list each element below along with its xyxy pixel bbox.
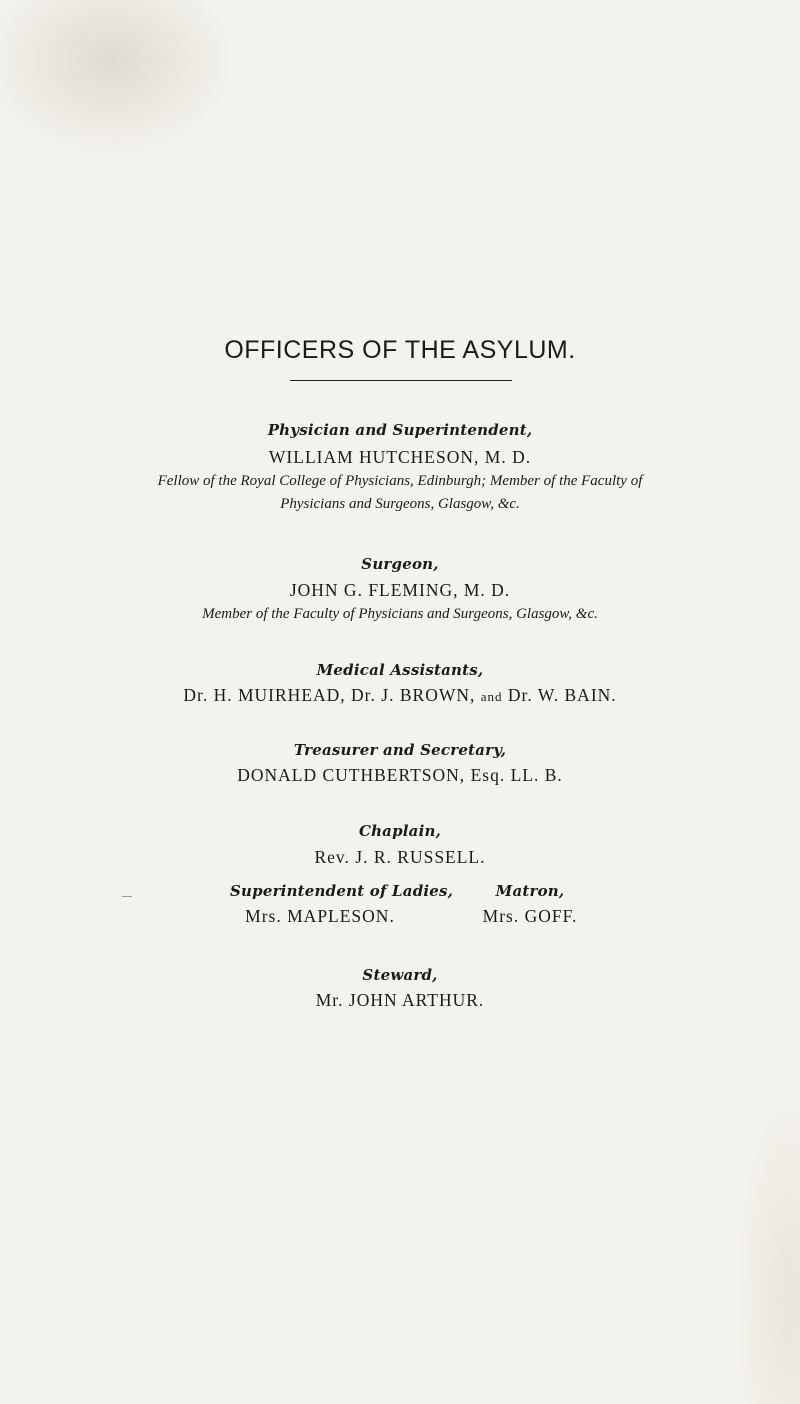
treasurer-heading: Treasurer and Secretary, bbox=[293, 741, 507, 759]
conjunction: and bbox=[480, 689, 503, 704]
assistant-1: Dr. H. MUIRHEAD, bbox=[183, 685, 346, 705]
physician-heading: Physician and Superintendent, bbox=[267, 421, 533, 439]
assistant-2: Dr. J. BROWN, bbox=[351, 685, 476, 705]
treasurer-degree: LL. B. bbox=[510, 765, 563, 785]
physician-name: WILLIAM HUTCHESON, M. D. bbox=[268, 447, 532, 467]
physician-description-2: Physicians and Surgeons, Glasgow, &c. bbox=[280, 496, 520, 512]
lady-superintendent-prefix: Mrs. bbox=[245, 906, 282, 926]
chaplain-prefix: Rev. bbox=[314, 847, 350, 867]
steward-name: JOHN ARTHUR. bbox=[348, 990, 485, 1010]
chaplain-name: J. R. RUSSELL. bbox=[355, 847, 486, 867]
steward-heading: Steward, bbox=[362, 966, 438, 984]
medical-assistants-names bbox=[0, 685, 800, 706]
assistant-3: Dr. W. BAIN. bbox=[507, 685, 617, 705]
page-title: OFFICERS OF THE ASYLUM. bbox=[224, 336, 576, 364]
medical-assistants-heading: Medical Assistants, bbox=[316, 661, 484, 679]
matron-name: GOFF. bbox=[524, 906, 578, 926]
chaplain-name-line bbox=[0, 847, 800, 868]
surgeon-name: JOHN G. FLEMING, M. D. bbox=[289, 580, 511, 600]
steward-prefix: Mr. bbox=[315, 990, 344, 1010]
chaplain-heading: Chaplain, bbox=[358, 822, 442, 840]
title-divider bbox=[290, 380, 512, 381]
margin-mark bbox=[122, 896, 132, 897]
lady-superintendent-heading: Superintendent of Ladies, bbox=[230, 882, 454, 900]
matron-prefix: Mrs. bbox=[482, 906, 520, 926]
physician-description-1: Fellow of the Royal College of Physicians, Edinburgh; Member of the Faculty of bbox=[157, 473, 643, 489]
matron-name-line bbox=[440, 906, 620, 927]
steward-name-line bbox=[0, 990, 800, 1011]
surgeon-description: Member of the Faculty of Physicians and Surgeons, Glasgow, &c. bbox=[202, 606, 598, 622]
matron-heading: Matron, bbox=[495, 882, 565, 900]
lady-superintendent-name-line bbox=[230, 906, 410, 927]
surgeon-heading: Surgeon, bbox=[361, 555, 439, 573]
treasurer-name: DONALD CUTHBERTSON, bbox=[237, 765, 466, 785]
treasurer-suffix: Esq. bbox=[470, 765, 506, 785]
lady-superintendent-name: MAPLESON. bbox=[287, 906, 395, 926]
treasurer-name-line bbox=[0, 765, 800, 786]
